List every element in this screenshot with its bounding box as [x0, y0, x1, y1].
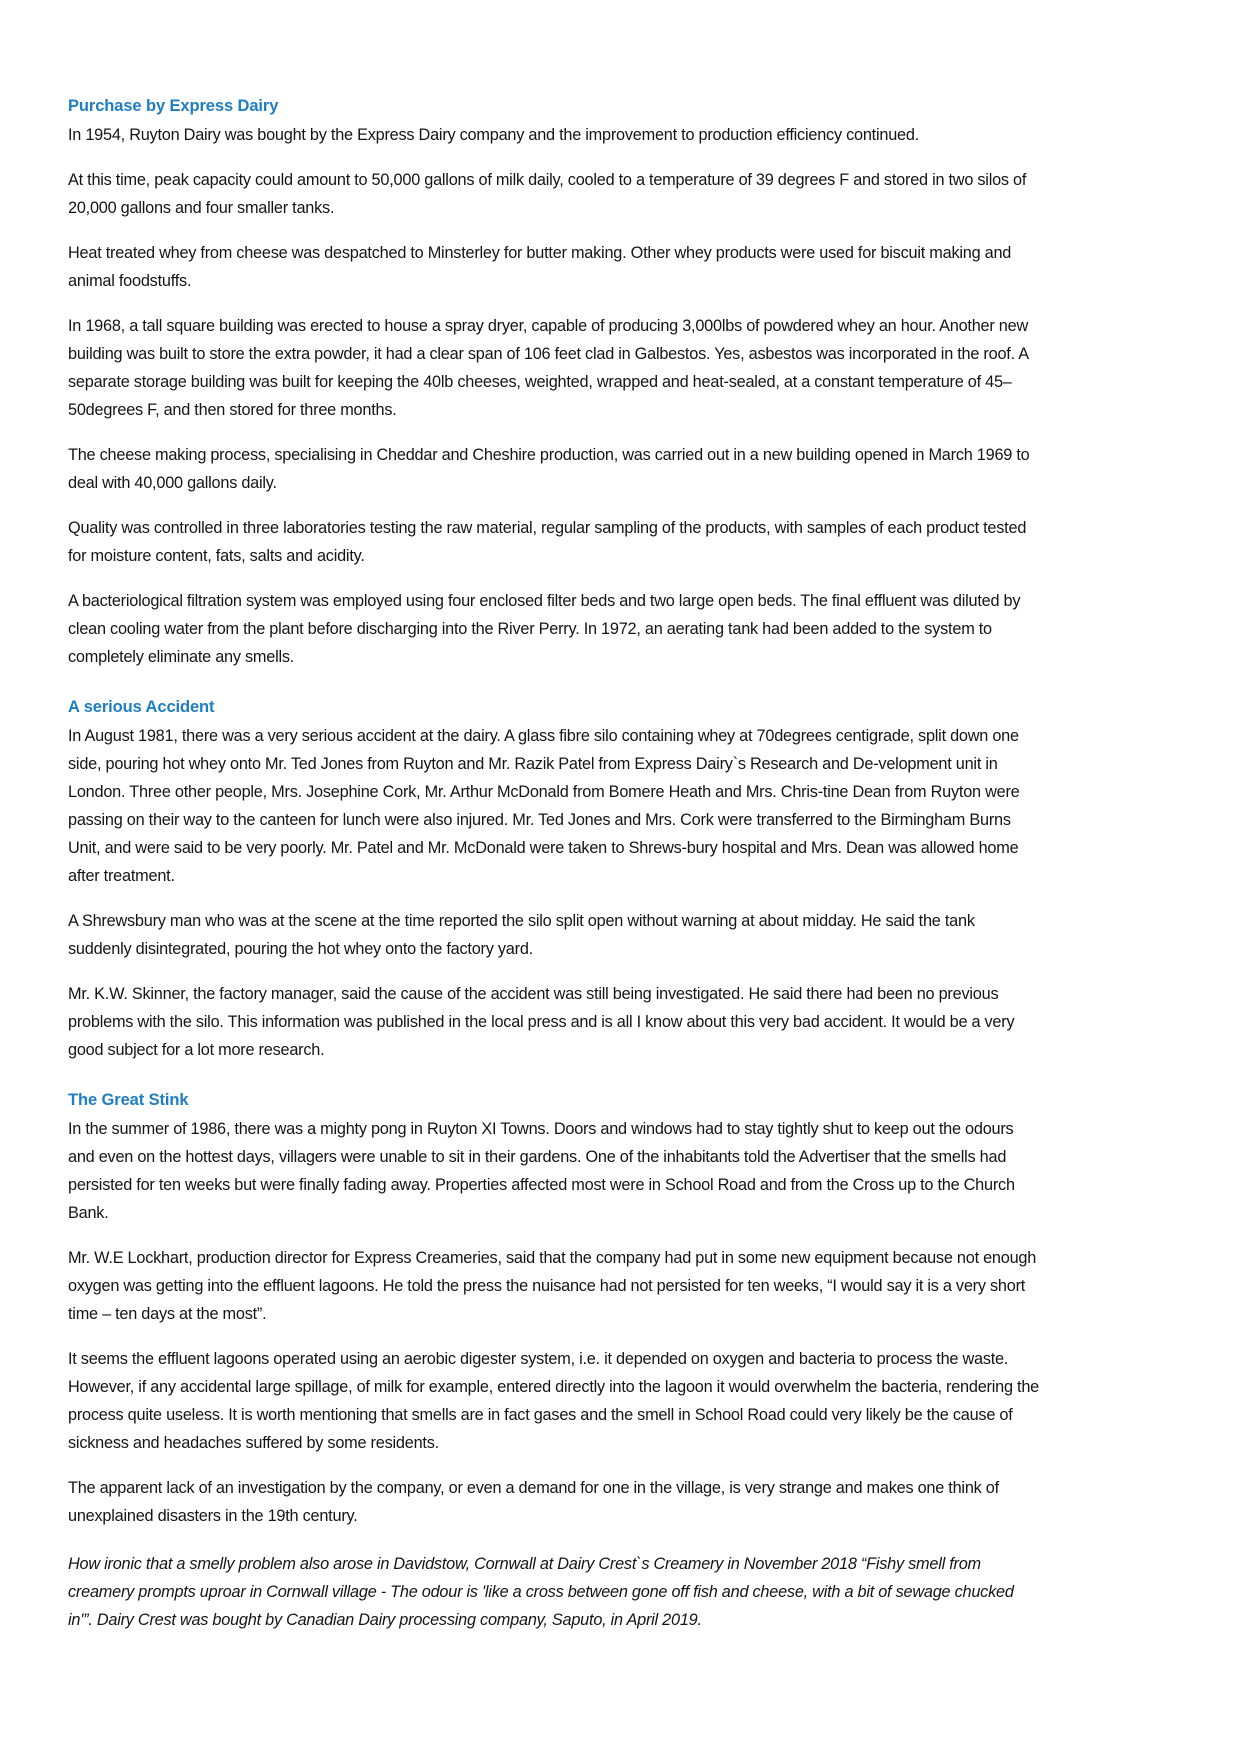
paragraph: In the summer of 1986, there was a mighty pong in Ruyton XI Towns. Doors and windows had to stay tightly shut to keep out the odours and even on the hottest days, villagers were unable to sit in their gardens. One of the inhabitants told the Advertiser that the smells had persisted for ten weeks but were finally fading away. Properties affected most were in School Road and from the Cross up to the Church Bank.: [68, 1119, 1015, 1222]
paragraph: Mr. W.E Lockhart, production director for Express Creameries, said that the company had put in some new equipment because not enough oxygen was getting into the effluent lagoons. He told the press the nuisance had not persisted for ten weeks, “I would say it is a very short time – ten days at the most”.: [68, 1248, 1037, 1323]
paragraph: In 1968, a tall square building was erected to house a spray dryer, capable of producing 3,000lbs of powdered whey an hour. Another new building was built to store the extra powder, it had a clear span of 106 feet clad in Galbestos. Yes, asbestos was incorporated in the roof. A separate storage building was built for keeping the 40lb cheeses, weighted, wrapped and heat-sealed, at a constant temperature of 45–50degrees F, and then stored for three months.: [68, 316, 1029, 419]
paragraph: A Shrewsbury man who was at the scene at the time reported the silo split open without warning at about midday. He said the tank suddenly disintegrated, pouring the hot whey onto the factory yard.: [68, 911, 975, 958]
paragraph: It seems the effluent lagoons operated using an aerobic digester system, i.e. it depended on oxygen and bacteria to process the waste. However, if any accidental large spillage, of milk for example, entered directly into the lagoon it would overwhelm the bacteria, rendering the process quite useless. It is worth mentioning that smells are in fact gases and the smell in School Road could very likely be the cause of sickness and headaches suffered by some residents.: [68, 1349, 1039, 1452]
closing-italic-note: How ironic that a smelly problem also arose in Davidstow, Cornwall at Dairy Crest`s Creamery in November 2018 “Fishy smell from creamery prompts uproar in Cornwall village - The odour is 'like a cross between gone off fish and cheese, with a bit of sewage chucked in'”. Dairy Crest was bought by Canadian Dairy processing company, Saputo, in April 2019.: [68, 1554, 1014, 1629]
paragraph: The apparent lack of an investigation by the company, or even a demand for one in the village, is very strange and makes one think of unexplained disasters in the 19th century.: [68, 1478, 999, 1525]
section-a-serious-accident: [68, 697, 1040, 1064]
document-body: [68, 96, 1040, 1634]
section-heading-purchase-by-express-dairy: Purchase by Express Dairy: [68, 97, 279, 115]
paragraph: Quality was controlled in three laboratories testing the raw material, regular sampling of the products, with samples of each product tested for moisture content, fats, salts and acidity.: [68, 518, 1027, 565]
paragraph: In 1954, Ruyton Dairy was bought by the Express Dairy company and the improvement to production efficiency continued.: [68, 125, 920, 144]
section-the-great-stink: [68, 1090, 1040, 1634]
section-purchase-by-express-dairy: [68, 96, 1040, 671]
section-heading-the-great-stink: The Great Stink: [68, 1090, 189, 1109]
paragraph: In August 1981, there was a very serious accident at the dairy. A glass fibre silo containing whey at 70degrees centigrade, split down one side, pouring hot whey onto Mr. Ted Jones from Ruyton and Mr. Razik Patel from Express Dairy`s Research and De-velopment unit in London. Three other people, Mrs. Josephine Cork, Mr. Arthur McDonald from Bomere Heath and Mrs. Chris-tine Dean from Ruyton were passing on their way to the canteen for lunch were also injured. Mr. Ted Jones and Mrs. Cork were transferred to the Birmingham Burns Unit, and were said to be very poorly. Mr. Patel and Mr. McDonald were taken to Shrews-bury hospital and Mrs. Dean was allowed home after treatment.: [68, 726, 1020, 885]
paragraph: At this time, peak capacity could amount to 50,000 gallons of milk daily, cooled to a temperature of 39 degrees F and stored in two silos of 20,000 gallons and four smaller tanks.: [68, 170, 1027, 217]
paragraph: A bacteriological filtration system was employed using four enclosed filter beds and two large open beds. The final effluent was diluted by clean cooling water from the plant before discharging into the River Perry. In 1972, an aerating tank had been added to the system to completely eliminate any smells.: [68, 591, 1021, 666]
section-heading-a-serious-accident: A serious Accident: [68, 698, 215, 717]
paragraph: The cheese making process, specialising in Cheddar and Cheshire production, was carried out in a new building opened in March 1969 to deal with 40,000 gallons daily.: [68, 445, 1030, 492]
paragraph: Heat treated whey from cheese was despatched to Minsterley for butter making. Other whey products were used for biscuit making and animal foodstuffs.: [68, 243, 1012, 290]
paragraph: Mr. K.W. Skinner, the factory manager, said the cause of the accident was still being investigated. He said there had been no previous problems with the silo. This information was published in the local press and is all I know about this very bad accident. It would be a very good subject for a lot more research.: [68, 984, 1015, 1059]
